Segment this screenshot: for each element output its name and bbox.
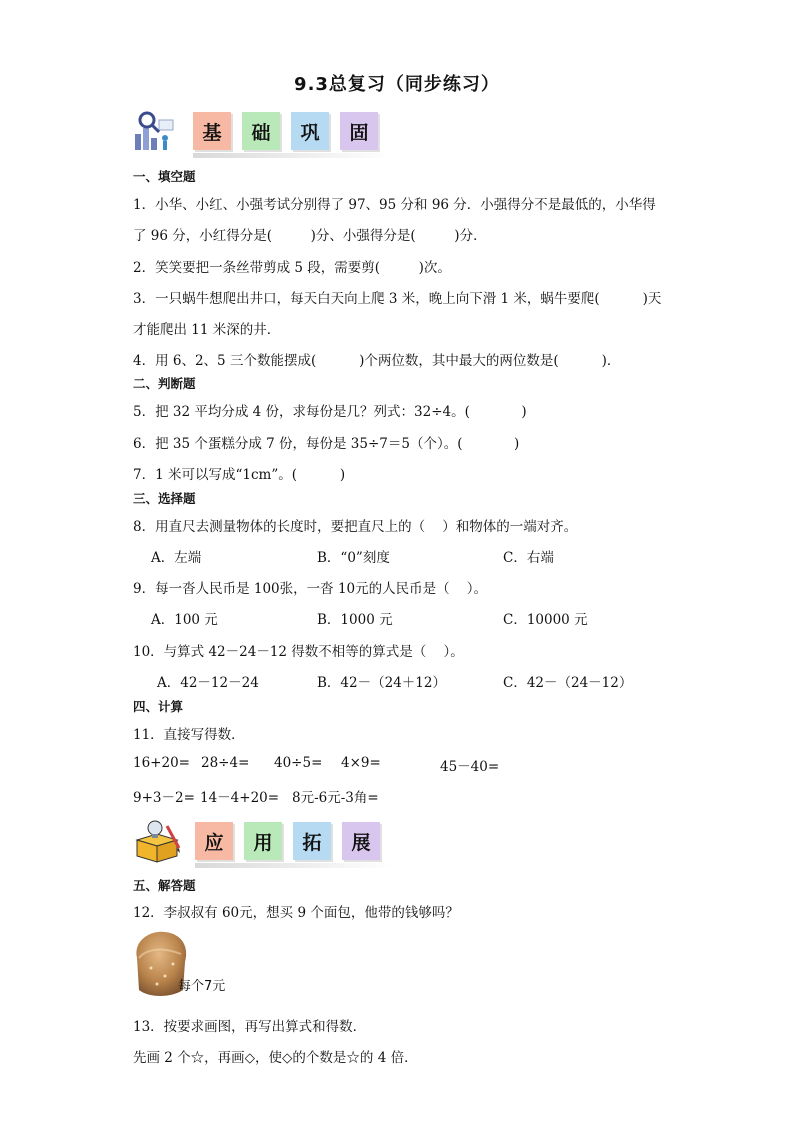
question-1a: 1．小华、小红、小强考试分别得了 97、95 分和 96 分．小强得分不是最低的，小华得: [133, 197, 656, 213]
question-7: 7．1 米可以写成“1cm”。( ): [133, 467, 346, 483]
question-3a: 3．一只蜗牛想爬出井口，每天白天向上爬 3 米，晚上向下滑 1 米，蜗牛要爬( )天: [133, 291, 662, 307]
option-b: B．1000 元: [317, 612, 393, 628]
question-13b: 先画 2 个☆，再画◇，使◇的个数是☆的 4 倍．: [133, 1050, 418, 1066]
question-2: 2．笑笑要把一条丝带剪成 5 段，需要剪( )次。: [133, 260, 451, 276]
banner-shadow: [195, 863, 395, 868]
tile-char: 固: [340, 112, 378, 150]
option-c: C．右端: [503, 550, 554, 566]
section-answer: 五、解答题: [133, 878, 196, 893]
tile-char: 应: [195, 822, 233, 860]
bread-price-caption: 每个7元: [178, 979, 226, 994]
page-title: 9.3总复习（同步练习）: [294, 74, 500, 95]
section-true-false: 二、判断题: [133, 376, 196, 391]
section-calc: 四、计算: [133, 699, 184, 714]
tile-char: 拓: [293, 822, 331, 860]
question-3b: 才能爬出 11 米深的井．: [133, 322, 281, 338]
banner-basic-tiles: [193, 112, 389, 150]
question-8: 8．用直尺去测量物体的长度时，要把直尺上的（ ）和物体的一端对齐。: [133, 519, 578, 535]
banner-basic: [133, 108, 389, 154]
question-5: 5．把 32 平均分成 4 份，求每份是几？列式：32÷4。( ): [133, 404, 527, 420]
question-1b: 了 96 分，小红得分是( )分、小强得分是( )分．: [133, 228, 487, 244]
tile-char: 展: [342, 822, 380, 860]
calc-item: 28÷4=: [201, 755, 250, 771]
calc-item: 40÷5=: [274, 755, 323, 771]
option-b: B．“0”刻度: [317, 550, 390, 566]
section-choice: 三、选择题: [133, 491, 196, 506]
question-12: 12．李叔叔有 60元，想买 9 个面包，他带的钱够吗？: [133, 905, 459, 921]
calc-item: 8元-6元-3角=: [292, 790, 379, 806]
question-4: 4．用 6、2、5 三个数能摆成( )个两位数，其中最大的两位数是( )．: [133, 353, 621, 369]
question-6: 6．把 35 个蛋糕分成 7 份，每份是 35÷7＝5（个）。( ): [133, 436, 520, 452]
option-c: C．42－（24－12）: [503, 675, 633, 691]
banner-application-tiles: [195, 822, 391, 860]
calc-item: 9+3－2=: [133, 790, 195, 806]
calc-item: 14－4+20=: [200, 790, 280, 806]
question-9: 9．每一沓人民币是 100张，一沓 10元的人民币是（ ）。: [133, 581, 488, 597]
tile-char: 基: [193, 112, 231, 150]
banner-application: [133, 818, 391, 864]
question-10: 10．与算式 42－24－12 得数不相等的算式是（ ）。: [133, 644, 464, 660]
question-11: 11．直接写得数．: [133, 727, 245, 743]
tile-char: 用: [244, 822, 282, 860]
tile-char: 础: [242, 112, 280, 150]
magnifier-chart-icon: [133, 108, 179, 154]
tile-char: 巩: [291, 112, 329, 150]
calc-item: 45－40=: [440, 759, 500, 775]
option-a: A．左端: [151, 550, 202, 566]
section-fill-blank: 一、填空题: [133, 169, 196, 184]
option-b: B．42－（24＋12）: [317, 675, 446, 691]
option-c: C．10000 元: [503, 612, 588, 628]
option-a: A．42－12－24: [157, 675, 259, 691]
banner-shadow: [193, 153, 393, 158]
lightbulb-box-icon: [133, 818, 183, 864]
option-a: A．100 元: [151, 612, 218, 628]
calc-item: 16+20=: [133, 755, 190, 771]
calc-item: 4×9=: [341, 755, 381, 771]
question-13a: 13．按要求画图，再写出算式和得数．: [133, 1019, 367, 1035]
